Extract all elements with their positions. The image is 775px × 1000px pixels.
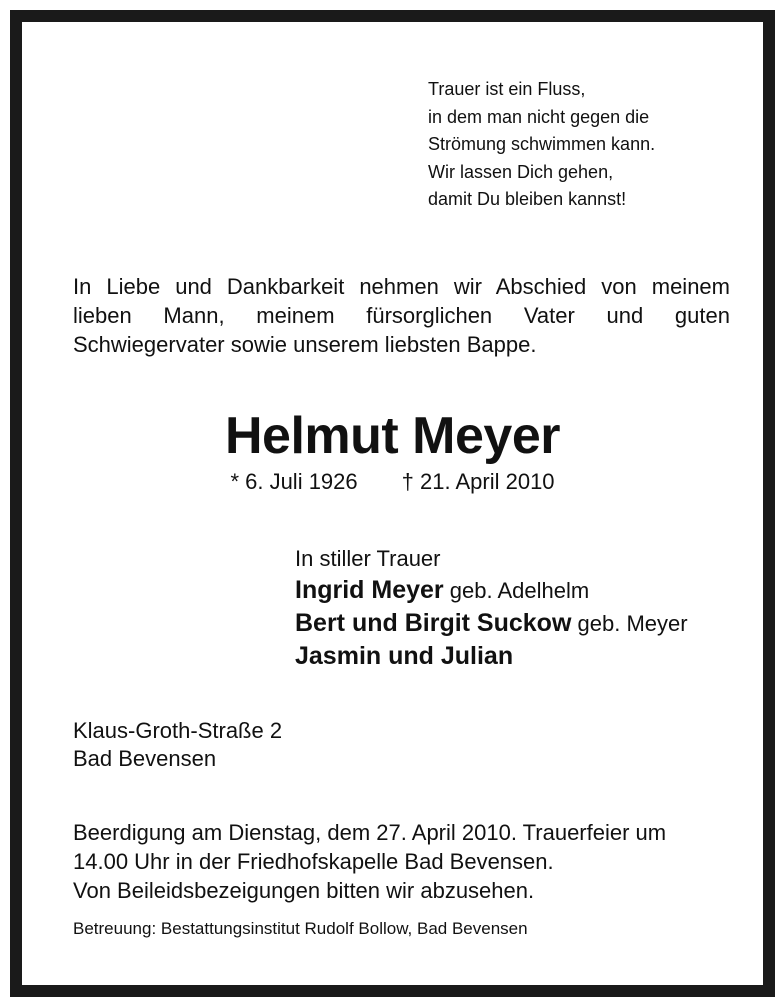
poem-line: Trauer ist ein Fluss, (428, 79, 586, 99)
obituary-frame (10, 10, 775, 997)
mourners-label: In stiller Trauer (295, 546, 441, 571)
funeral-info (73, 818, 753, 905)
mourner-entry (295, 574, 755, 607)
funeral-line: Von Beileidsbezeigungen bitten wir abzusehen. (73, 878, 535, 903)
farewell-text (73, 272, 730, 359)
mourner-name: Bert und Birgit Suckow (295, 609, 572, 637)
funeral-line: 14.00 Uhr in der Friedhofskapelle Bad Bevensen. (73, 849, 554, 874)
farewell-line: Schwiegervater sowie unserem liebsten Bappe. (73, 332, 537, 357)
farewell-line: lieben Mann, meinem fürsorglichen Vater und guten (73, 303, 730, 328)
poem-line: damit Du bleiben kannst! (428, 189, 627, 209)
poem-line: Wir lassen Dich gehen, (428, 161, 614, 182)
mourner-note: geb. Meyer (577, 611, 688, 636)
mourner-entry (295, 640, 755, 673)
farewell-line: In Liebe und Dankbarkeit nehmen wir Abschied von meinem (73, 274, 730, 299)
mourner-entry (295, 607, 755, 640)
mourner-name: Jasmin und Julian (295, 642, 514, 670)
funeral-line: Beerdigung am Dienstag, dem 27. April 2010. Trauerfeier um (73, 820, 667, 845)
poem-line: in dem man nicht gegen die (428, 106, 650, 127)
address-city: Bad Bevensen (73, 746, 217, 771)
poem (428, 76, 748, 214)
life-dates (22, 468, 763, 496)
address-street: Klaus-Groth-Straße 2 (73, 718, 283, 743)
funeral-home-note: Betreuung: Bestattungsinstitut Rudolf Bollow, Bad Bevensen (73, 919, 528, 938)
mourners-block (295, 544, 755, 673)
mourner-note: geb. Adelhelm (449, 578, 590, 603)
birth-date: * 6. Juli 1926 (230, 469, 358, 494)
death-date: † 21. April 2010 (401, 469, 555, 494)
deceased-name: Helmut Meyer (225, 407, 560, 465)
address (73, 717, 282, 773)
mourner-name: Ingrid Meyer (295, 576, 444, 604)
poem-line: Strömung schwimmen kann. (428, 134, 656, 154)
